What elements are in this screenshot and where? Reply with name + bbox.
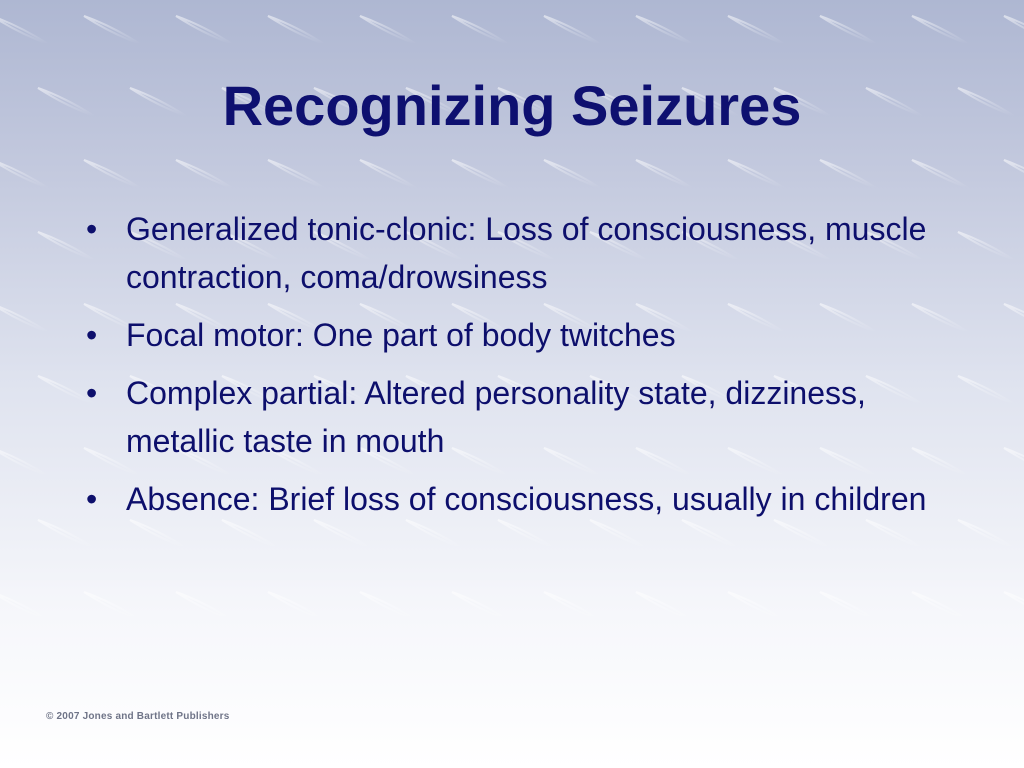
- pattern-diamond: [176, 16, 232, 44]
- pattern-diamond: [1004, 448, 1024, 476]
- bullet-dot-icon: •: [86, 317, 98, 353]
- pattern-diamond: [0, 592, 48, 620]
- pattern-diamond: [1004, 160, 1024, 188]
- pattern-diamond: [728, 592, 784, 620]
- pattern-diamond: [84, 16, 140, 44]
- bullet-text: Absence: Brief loss of consciousness, usually in children: [126, 481, 927, 517]
- bullet-text: Generalized tonic-clonic: Loss of consciousness, muscle contraction, coma/drowsiness: [126, 211, 927, 295]
- pattern-diamond: [176, 160, 232, 188]
- bullet-item: [84, 311, 954, 359]
- pattern-diamond: [360, 16, 416, 44]
- pattern-diamond: [84, 160, 140, 188]
- pattern-diamond: [636, 16, 692, 44]
- bullet-dot-icon: •: [86, 211, 98, 247]
- pattern-diamond: [958, 520, 1014, 548]
- pattern-diamond: [1004, 592, 1024, 620]
- pattern-diamond: [268, 16, 324, 44]
- pattern-diamond: [1004, 16, 1024, 44]
- pattern-diamond: [360, 592, 416, 620]
- pattern-diamond: [452, 160, 508, 188]
- bullet-text: Focal motor: One part of body twitches: [126, 317, 676, 353]
- pattern-diamond: [452, 592, 508, 620]
- bullet-item: [84, 205, 954, 301]
- pattern-diamond: [636, 160, 692, 188]
- pattern-diamond: [0, 448, 48, 476]
- bullet-item: [84, 369, 954, 465]
- pattern-diamond: [912, 16, 968, 44]
- pattern-diamond: [0, 304, 48, 332]
- pattern-diamond: [958, 376, 1014, 404]
- pattern-diamond: [544, 592, 600, 620]
- bullet-dot-icon: •: [86, 481, 98, 517]
- pattern-diamond: [268, 160, 324, 188]
- bullet-dot-icon: •: [86, 375, 98, 411]
- pattern-diamond: [820, 592, 876, 620]
- pattern-diamond: [0, 16, 48, 44]
- pattern-diamond: [544, 160, 600, 188]
- copyright-footer: © 2007 Jones and Bartlett Publishers: [46, 711, 230, 722]
- pattern-diamond: [360, 160, 416, 188]
- pattern-diamond: [268, 592, 324, 620]
- pattern-diamond: [820, 160, 876, 188]
- pattern-diamond: [544, 16, 600, 44]
- pattern-diamond: [912, 160, 968, 188]
- pattern-diamond: [0, 160, 48, 188]
- pattern-diamond: [820, 16, 876, 44]
- pattern-diamond: [84, 592, 140, 620]
- slide-title: Recognizing Seizures: [222, 74, 802, 137]
- bullet-text: Complex partial: Altered personality state, dizziness, metallic taste in mouth: [126, 375, 866, 459]
- bullet-item: [84, 475, 954, 523]
- pattern-diamond: [452, 16, 508, 44]
- pattern-diamond: [636, 592, 692, 620]
- pattern-diamond: [176, 592, 232, 620]
- pattern-diamond: [1004, 304, 1024, 332]
- pattern-diamond: [728, 160, 784, 188]
- bullet-list: [84, 205, 954, 533]
- pattern-diamond: [958, 232, 1014, 260]
- pattern-diamond: [912, 592, 968, 620]
- pattern-diamond: [728, 16, 784, 44]
